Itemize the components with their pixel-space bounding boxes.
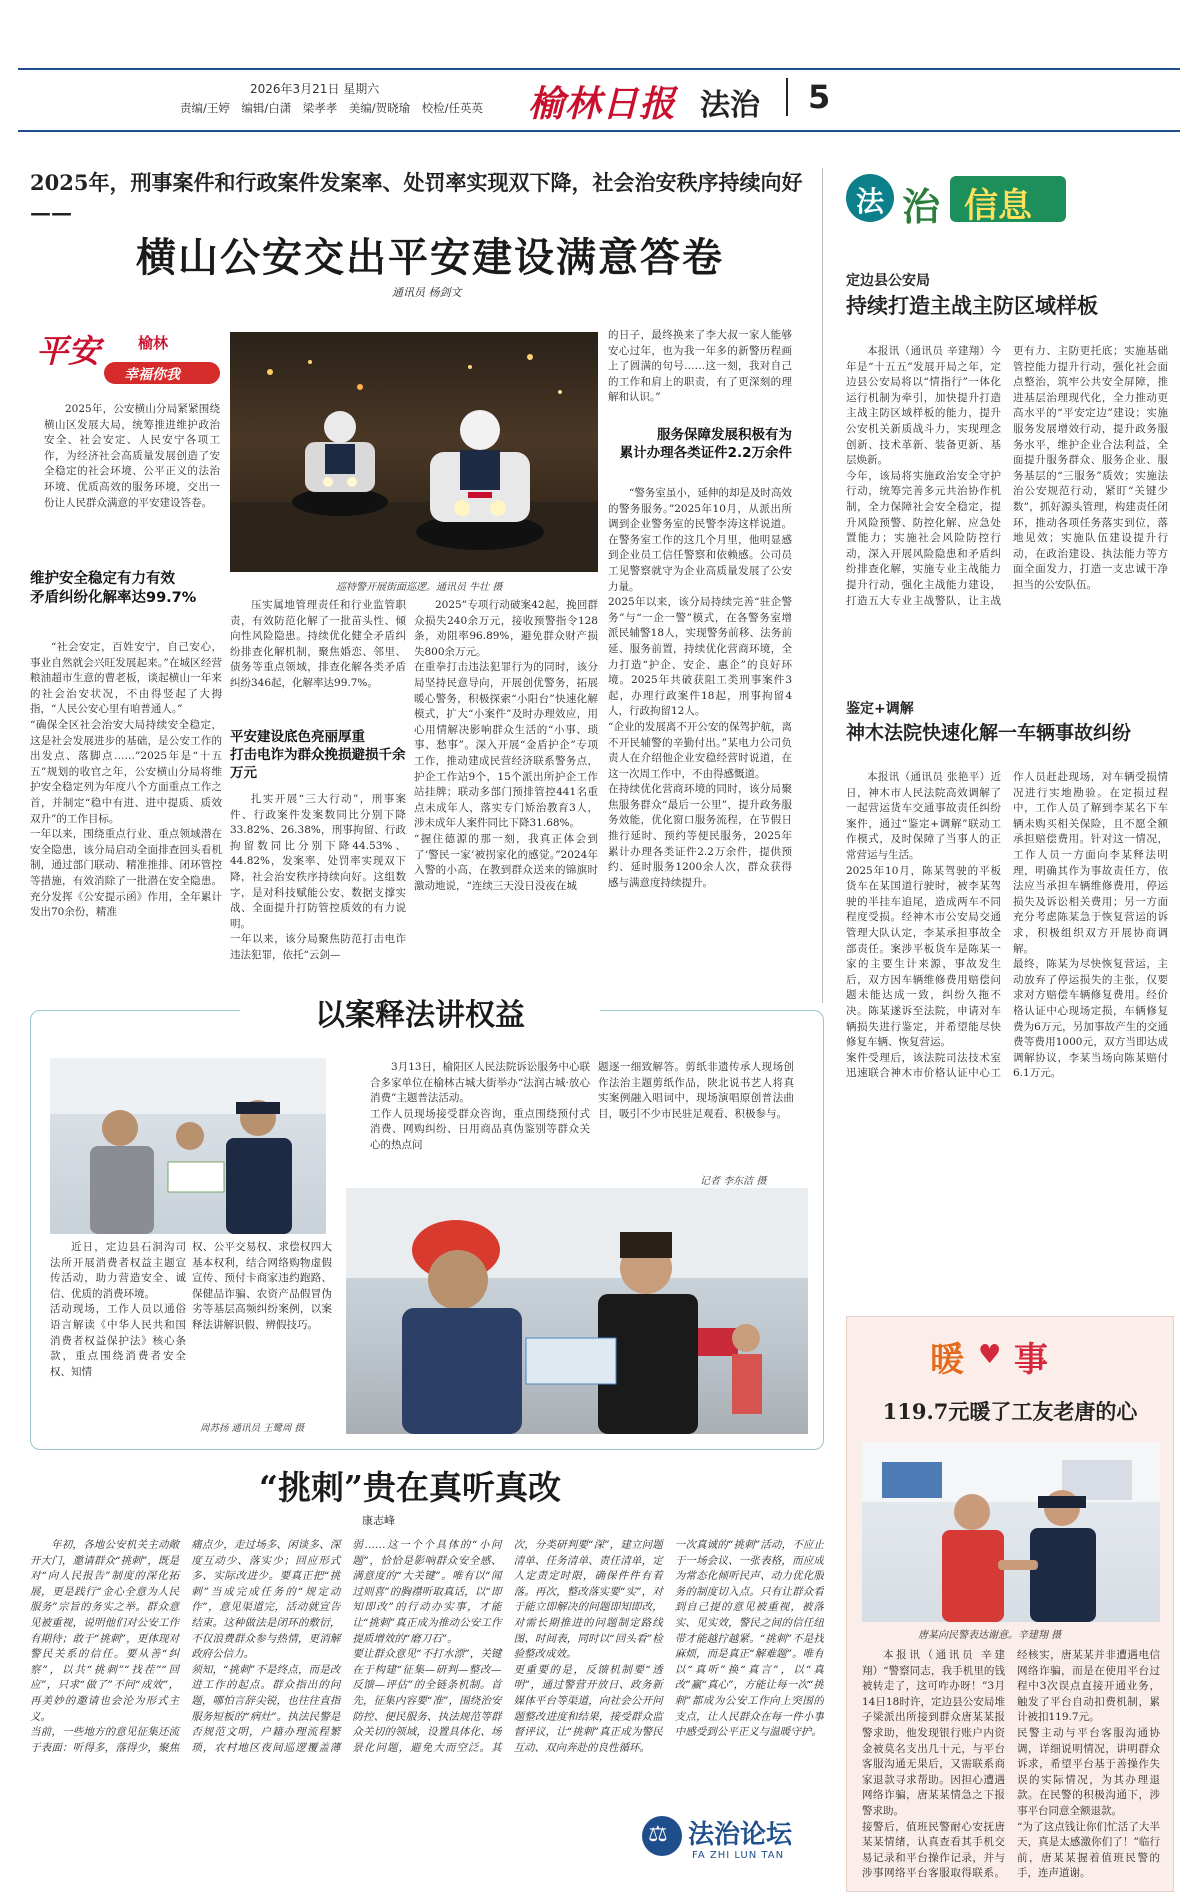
- warm-text: 本报讯（通讯员 辛建翔）“警察同志，我手机里的钱被转走了，这可咋办呀！”3月14日18时许，定边县公安局堆子梁派出所接到群众唐某某报警求助，他发现银行账户内资金被莫名支出几十元，与平台客服沟通无果后，又需联系商家退款寻求帮助。因担心遭遇网络诈骗，唐某某情急之下报警求助。 接警后，值班民警耐心安抚唐某某情绪，认真查看其手机交易记录和平台操作记录，并与涉事网络平台客服取得联系。经核实，唐某某并非遭遇电信网络诈骗，而是在使用平台过程中3次误点直接开通业务，触发了平台自动扣费机制，累计被扣119.7元。 民警主动与平台客服沟通协调，详细说明情况，讲明群众诉求，希望平台基于善操作失误的实际情况，为其办理退款。在民警的积极沟通下，涉事平台同意全额退款。 “为了这点钱让你们忙活了大半天，真是太感激你们了！”临行前，唐某某握着值班民警的手，连声道谢。: [862, 1649, 1160, 1880]
- pingan-logo: [30, 326, 222, 388]
- brief1-text: 本报讯（通讯员 辛建翔）今年是“十五五”发展开局之年，定边县公安局将以“情指行”一体化运行机制为牵引，加快提升打造主战主防区域样板的能力，提升公安机关新质战斗力，实现理念创新、技术革新、装备更新、基层焕新。 今年，该局将实施政治安全守护行动，统筹完善多元共治协作机制，全力保障社会安全稳定，提升风险预警、防控化解、应急处置能力；实施社会风险防控行动，深入开展风险隐患和矛盾纠纷排查化解，实施专业主战能力提升行动，强化主战能力建设，打造五大专业主战警队，让主战更有力、主防更托底；实施基础管控能力提升行动，强化社会面点整治，筑牢公共安全屏障，推进基层治理现代化，全力推动更高水平的“平安定边”建设；实施服务发展增效行动，提升政务服务水平，维护企业合法利益，全面提升服务群众、服务企业、服务基层的“三服务”质效；实施法治公安规范行动，紧盯“关键少数”，抓好源头管理，构建责任闭环，推动各项任务落实到位，落地见效；实施队伍建设提升行动，在政治建设、执法能力等方面全面发力，打造一支忠诚干净担当的公安队伍。: [846, 345, 1168, 607]
- handshake-illustration: [862, 1442, 1160, 1622]
- lead-subhead-2: 平安建设底色亮丽厚重 打击电诈为群众挽损避损千余万元: [230, 729, 406, 781]
- lead-title: 横山公安交出平安建设满意答卷: [136, 235, 724, 281]
- lead-col4-text-b: “警务室虽小，延伸的却是及时高效的警务服务。”2025年10月，从派出所调到企业警务室的民警李涛这样说道。在警务室工作的这几个月里，他明显感到企业员工信任警察和依赖感。公司员工见警察就守为企业高质量发展了公安力量。 2025年以来，该分局持续完善“驻企警务”与“一企一警”模式，在各警务室增派民辅警18人，实现警务前移、法务前延、服务前置，持续优化营商环境，全力打造“护企、安企、惠企”的良好环境。2025年共破获阻工类刑事案件3起，办理行政案件18起，刑事拘留4人，行政拘留12人。 “企业的发展离不开公安的保驾护航，离不开民辅警的辛勤付出。”某电力公司负责人在介绍他企业安稳经营时说道，在这一次周工作中，不由得感慨道。 在持续优化营商环境的同时，该分局聚焦服务群众“最后一公里”，提升政务服务效能，优化窗口服务流程，在节假日推行延时、预约等便民服务，2025年累计办理各类证件2.2万余件，提供预约、延时服务1200余人次，群众获得感与满意度持续提升。: [608, 487, 792, 889]
- editor-credits: 责编/王婷 编辑/白潇 梁孝孝 美编/贺晓瑜 校检/任英英: [180, 101, 483, 115]
- brief2-kicker: 鉴定+调解: [846, 701, 914, 717]
- brief-logo-c: 信息: [964, 186, 1032, 226]
- lead-col2-text-b: 扎实开展“三大行动”，刑事案件、行政案件发案数同比分别下降33.82%、26.38%，刑事拘留、行政拘留数同比分别下降44.53%、44.82%，发案率、处罚率实现双下降，社会治安秩序持续向好。这组数字，是对科技赋能公安、数据支撑实战、全面提升打防管控质效的有力说明。 一年以来，该分局聚焦防范打击电诈违法犯罪，依托“云剑—: [230, 793, 406, 961]
- case-photo-2: [346, 1188, 808, 1434]
- scale-icon: ⚖: [648, 1822, 668, 1847]
- warm-logo: [930, 1330, 1090, 1380]
- case-title: 以案释法讲权益: [240, 990, 600, 1034]
- forum-text: 年初，各地公安机关主动敞开大门，邀请群众“挑刺”，既是对“向人民报告”制度的深化拓展，更是践行“金心全意为人民服务”宗旨的务实之举。群众意见被重视，说明他们对公安工作有期待；敢于“挑刺”，更体现对警民关系的信任。要从善“纠察”，以共“挑刺”“找茬”“回应”，只求“做了”不问“成效”，再美妙的邀请也会沦为形式主义。 当前，一些地方的意见征集还流于表面：听得多，落得少，聚焦痛点少，走过场多、闲谈多、深度互动少、落实少；回应形式多、实际改进少。要真正把“挑刺”当成完成任务的“规定动作”，意见渠道完，活动就宣告结束。这种做法是闭环的敷衍，不仅浪费群众参与热情，更消解政府公信力。 须知，“挑刺”不是终点，而是改进工作的起点。群众指出的问题，哪怕言辞尖锐，也往往直指服务短板的“病灶”。执法民警是否规范文明，户籍办理流程繁琐，农村地区夜间巡逻覆盖薄弱……这一个个具体的“小问题”，恰恰是影响群众安全感、满意度的“大关键”。唯有以“闻过则喜”的胸襟听取真话，以“即知即改”的行动办实事，才能让“挑刺”真正成为推动公安工作提质增效的“磨刀石”。 要让群众意见“不打水漂”，关键在于构建“征集—研判—整改—反馈—评估”的全链条机制。首先，征集内容要“准”，围绕治安防控、便民服务、执法规范等群众关切的领域，设置具体化、场景化问题，避免大而空泛。其次，分类研判要“深”，建立问题清单、任务清单、责任清单，定人定责定时限，确保件件有着落。再次，整改落实要“实”，对于能立即解决的问题即知即改，对需长期推进的问题制定路线图、时间表，同时以“回头看”检验整改成效。 更重要的是，反馈机制要“透明”，通过警营开放日、政务新媒体平台等渠道，向社会公开问题整改进度和结果，接受群众监督评议，让“挑刺”真正成为警民互动、双向奔赴的良性循环。 一次真诚的“挑刺”活动，不应止于一场会议、一张表格，而应成为常态化倾听民声、动力优化服务的制度切入点。只有让群众看到自己提的意见被重视，被落实、见实效，警民之间的信任纽带才能越拧越紧。“挑刺”不是找麻烦，而是真正“解难题”。唯有以“真听”换“真言”，以“真改”赢“真心”，方能让每一次“挑刺”都成为公安工作向上突围的支点，让人民群众在每一件小事中感受到公平正义与温暖守护。: [30, 1539, 824, 1754]
- pamphlet-illustration: [346, 1188, 808, 1434]
- forum-title: “挑刺”贵在真听真改: [259, 1468, 561, 1507]
- brief-logo-a: 法: [856, 185, 885, 218]
- patrol-illustration: [230, 332, 598, 572]
- brief-logo-b: 治: [902, 185, 941, 229]
- issue-date: 2026年3月21日 星期六: [250, 82, 380, 96]
- page-number: 5: [808, 78, 831, 116]
- lead-kicker: 2025年，刑事案件和行政案件发案率、处罚率实现双下降，社会治安秩序持续向好——: [30, 170, 803, 225]
- warm-title: 119.7元暖了工友老唐的心: [882, 1399, 1138, 1424]
- warm-photo: [862, 1442, 1160, 1622]
- header-divider: [786, 78, 788, 116]
- forum-logo-pinyin: FA ZHI LUN TAN: [692, 1850, 785, 1861]
- lead-col2-text: 压实属地管理责任和行业监管职责，有效防范化解了一批苗头性、倾向性风险隐患。持续优化健全矛盾纠纷排查化解机制，聚焦婚恋、邻里、债务等重点领域，排查化解各类矛盾纠纷346起，化解率达99.7%。: [230, 599, 406, 689]
- section-name: 法治: [700, 88, 760, 123]
- warm-photo-caption: 唐某向民警表达谢意。辛建翔 摄: [918, 1630, 1062, 1641]
- brief1-kicker: 定边县公安局: [846, 273, 930, 289]
- heart-icon: ♥: [978, 1340, 1002, 1370]
- header-top-rule: [18, 68, 1180, 70]
- case-text-a: 3月13日，榆阳区人民法院诉讼服务中心联合多家单位在榆林古城大街举办“法润古城·放心消费”主题普法活动。 工作人员现场接受群众咨询，重点围绕预付式消费、网购纠纷、日用商品真伪鉴别等群众关心的热点问: [370, 1061, 590, 1151]
- lead-photo-caption: 巡特警开展街面巡逻。通讯员 牛壮 摄: [336, 582, 503, 593]
- lead-col4-text-a: 的日子，最终换来了李大叔一家人能够安心过年，也为我一年多的新警历程画上了圆满的句号……这一刻，我对自己的工作和肩上的职责，有了更深刻的理解和认识。”: [608, 329, 792, 404]
- consultation-illustration: [50, 1058, 326, 1234]
- lead-col3-text: 2025”专项行动破案42起，挽回群众损失240余万元，接收预警指令128条，劝阻率96.89%，避免群众财产损失800余万元。 在重拳打击违法犯罪行为的同时，该分局坚持民意导向，开展创优警务，拓展暖心警务，积极探索“小阳台”快速化解模式，扩大“小案件”及时办理效应，用心用情解决影响群众生活的“小事、琐事、愁事”。深入开展“金盾护企”专项工作，推动建成民营经济联系警务点，护企工作站9个，15个派出所护企工作站挂牌；联动多部门预排管控441名重点未成年人，落实专门矫治教育3人，涉未成年人案件同比下降31.68%。 “握住德源的那一刻，我真正体会到了‘警民一家’被拐家化的感觉。”2024年入警的小高，在教到群众送来的锦旗时激动地说，“连续三天没日没夜在城: [414, 599, 598, 892]
- pingan-logo-slogan: 幸福你我: [124, 367, 180, 383]
- pingan-logo-city: 榆林: [138, 334, 169, 352]
- pingan-logo-text: 平安: [36, 332, 101, 370]
- forum-logo: [636, 1812, 816, 1872]
- warm-logo-b: 事: [1014, 1340, 1048, 1380]
- case-photo2-caption: 记者 李东洁 摄: [700, 1176, 767, 1187]
- case-photo-1: [50, 1058, 326, 1234]
- lead-byline: 通讯员 杨剑文: [392, 286, 462, 299]
- lead-intro: 2025年，公安横山分局紧紧围绕横山区发展大局，统筹推进维护政治安全、社会安定、人民安宁各项工作，为经济社会高质量发展创造了安全稳定的社会环境、公平正义的法治环境、优质高效的服务环境，交出一份让人民群众满意的平安建设答卷。: [44, 403, 220, 509]
- column-divider: [822, 168, 823, 1003]
- case-text-d: 权、公平交易权、求偿权四大基本权利，结合网络购物虚假宣传、预付卡商家违约跑路、保健品诈骗、农资产品假冒伪劣等基层高频纠纷案例，以案释法讲解识假、辨假技巧。: [192, 1241, 332, 1331]
- paper-logo: 榆林日报: [528, 83, 677, 125]
- forum-author: 康志峰: [362, 1514, 395, 1527]
- forum-logo-text: 法治论坛: [688, 1820, 793, 1850]
- header-bottom-rule: [18, 130, 1180, 132]
- lead-col1-text: “社会安定，百姓安宁，自己安心，事业自然就会兴旺发展起来。”在城区经营粮油超市生意的曹老板，谈起横山一年来的社会治安状况，不由得竖起了大拇指，“人民公安心里有咱普通人。” “确保全区社会治安大局持续安全稳定，这是社会发展进步的基础，是公安工作的出发点、落脚点……”2025年是“十五五”规划的收官之年，公安横山分局将维护安全稳定列为年度八个方面重点工作之首，并制定“稳中有进、进中提质、质效双升”的工作目标。 一年以来，围绕重点行业、重点领域潜在安全隐患，该分局启动全面排查回头看机制，通过部门联动、精准推排、闭环管控等措施，有效消除了一批潜在安全隐患。充分发挥《公安提示函》作用，全年累计发出70余份，精准: [30, 641, 222, 919]
- brief-logo: [846, 170, 1072, 228]
- case-text-d-credit: 周苏扬 通讯员 王鹭周 摄: [200, 1423, 305, 1434]
- brief2-text: 本报讯（通讯员 张艳平）近日，神木市人民法院高效调解了一起营运货车交通事故责任纠纷案件，通过“鉴定+调解”联动工作模式，及时保障了当事人的正常营运与生活。 2025年10月，陈某驾驶的平板货车在某国道行驶时，被李某驾驶的半挂车追尾，造成两车不同程度受损。经神木市公安局交通管理大队认定，李某承担事故全部责任。案涉平板货车是陈某一家的主要生计来源，事故发生后，双方因车辆维修费用赔偿问题未能达成一致，纠纷久拖不决。陈某遂诉至法院，申请对车辆损失进行鉴定，并希望能尽快修复车辆、恢复营运。 案件受理后，该法院司法技术室迅速联合神木市价格认证中心工作人员赶赴现场，对车辆受损情况进行实地勘验。在定损过程中，工作人员了解到李某名下车辆未购买相关保险，且不愿全额承担赔偿费用。针对这一情况，工作人员一方面向李某释法明理，明确其作为事故责任方，依法应当承担车辆维修费用，停运损失及诉讼相关费用；另一方面充分考虑陈某急于恢复营运的诉求，积极组织双方开展协商调解。 最终，陈某为尽快恢复营运，主动放弃了停运损失的主张，仅要求对方赔偿车辆修复费用。经价格认证中心现场定损，车辆修复费为6万元，另加事故产生的交通费等费用1000元，双方当即达成调解协议，李某当场向陈某赔付6.1万元。: [846, 771, 1168, 1080]
- lead-subhead-3: 服务保障发展积极有为 累计办理各类证件2.2万余件: [619, 427, 792, 461]
- case-text-c: 近日，定边县石洞沟司法所开展消费者权益主题宣传活动，助力营造安全、诚信、优质的消费环境。 活动现场，工作人员以通俗语言解读《中华人民共和国消费者权益保护法》核心条款，重点围绕消费者安全权、知情: [50, 1241, 186, 1378]
- brief2-title: 神木法院快速化解一车辆事故纠纷: [846, 722, 1132, 744]
- brief1-title: 持续打造主战主防区域样板: [846, 294, 1098, 318]
- warm-logo-a: 暖: [930, 1340, 964, 1380]
- lead-subhead-1: 维护安全稳定有力有效 矛盾纠纷化解率达99.7%: [30, 571, 197, 606]
- case-text-b: 题逐一细致解答。剪纸非遗传承人现场创作法治主题剪纸作品，陕北说书艺人将真实案例融入唱词中，现场演唱原创普法曲目，吸引不少市民驻足观看、积极参与。: [598, 1061, 794, 1120]
- lead-photo-patrol: [230, 332, 598, 572]
